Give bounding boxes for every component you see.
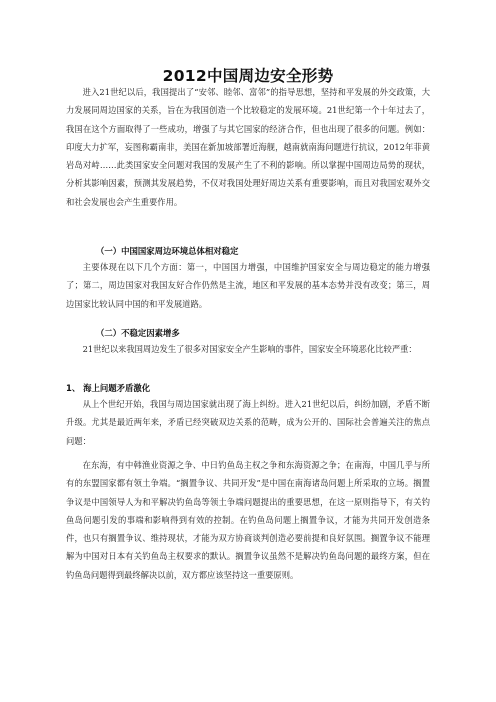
sub1-paragraph: 从上个世纪开始，我国与周边国家就出现了海上纠纷。进入21世纪以后，纠纷加剧，矛盾不断升级。尤其是最近两年来，矛盾已经突破双边关系的范畴，成为公开的、国际社会普遍关注的焦点问题：: [66, 399, 430, 446]
section-heading-1: （一）中国国家周边环境总体相对稳定: [96, 246, 239, 256]
section-heading-2: （二）不稳定因素增多: [96, 328, 180, 338]
document-title: 2012中国周边安全形势: [162, 67, 334, 85]
section2-paragraph: 21世纪以来我国周边发生了很多对国家安全产生影响的事件，国家安全环境恶化比较严重：: [82, 344, 417, 354]
sub1-detail-paragraph: 在东海，有中韩渔业资源之争、中日钓鱼岛主权之争和东海资源之争；在南海，中国几乎与所有的东盟国家都有领土争端。“搁置争议、共同开发”是中国在南海诸岛问题上所采取的立场。搁置争议是中国领导人为和平解决钓鱼岛等领土争端问题提出的重要思想，在这一原则指导下，有关钓鱼岛问题引发的事端和影响得到有效的控制。在钓鱼岛问题上搁置争议，才能为共同开发创造条件，也只有搁置争议、维持现状，才能为双方协商谈判创造必要前提和良好氛围。搁置争议不能理解为中国对日本有关钓鱼岛主权要求的默认。搁置争议虽然不是解决钓鱼岛问题的最终方案，但在钓鱼岛问题得到最终解决以前，双方都应该坚持这一重要原则。: [66, 460, 430, 580]
section1-paragraph: 主要体现在以下几个方面：第一，中国国力增强，中国维护国家安全与周边稳定的能力增强了；第二，周边国家对我国友好合作仍然是主流，地区和平发展的基本态势并没有改变；第三，周边国家比较认同中国的和平发展道路。: [66, 262, 430, 309]
subsection-heading-1: 1、 海上问题矛盾激化: [66, 383, 151, 393]
intro-paragraph: 进入21世纪以后，我国提出了“安邻、睦邻、富邻”的指导思想，坚持和平发展的外交政策，大力发展同周边国家的关系，旨在为我国创造一个比较稳定的发展环境。21世纪第一个十年过去了，我国在这个方面取得了一些成功，增强了与其它国家的经济合作，但也出现了很多的问题。例如：印度大力扩军，妄图称霸南非，美国在新加坡部署近海舰，越南就南海问题进行抗议，2012年菲黄岩岛对峙……此类国家安全问题对我国的发展产生了不利的影响。所以掌握中国周边局势的现状，分析其影响因素，预测其发展趋势，不仅对我国处理好周边关系有重要影响，而且对我国宏观外交和社会发展也会产生重要作用。: [66, 87, 430, 207]
